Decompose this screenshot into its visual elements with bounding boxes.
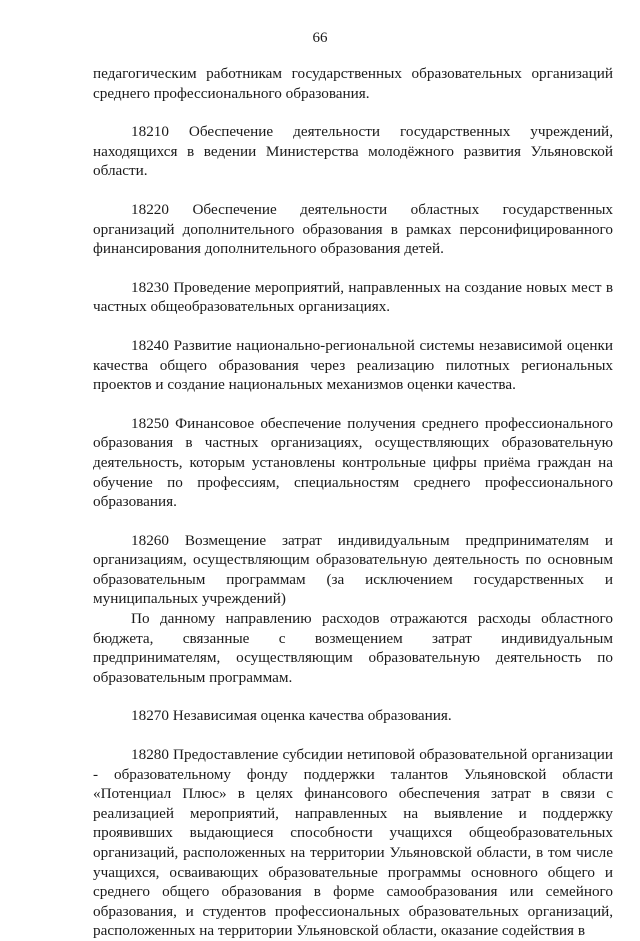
paragraph-18230: 18230 Проведение мероприятий, направленных на создание новых мест в частных общеобразовательных организациях. (93, 278, 613, 316)
paragraph-18220: 18220 Обеспечение деятельности областных государственных организаций дополнительного образования в рамках персонифицированного финансирования дополнительного образования детей. (93, 200, 613, 258)
paragraph-18250: 18250 Финансовое обеспечение получения среднего профессионального образования в частных организациях, осуществляющих образовательную деятельность, которым установлены контрольные цифры приёма граждан на обучение по профессиям, специальностям среднего профессионального образования. (93, 414, 613, 511)
paragraph-18260: 18260 Возмещение затрат индивидуальным предпринимателям и организациям, осуществляющим образовательную деятельность по основным образовательным программам (за исключением государственных и муниципальных учреждений) (93, 531, 613, 608)
paragraph-18270: 18270 Независимая оценка качества образования. (131, 707, 452, 725)
paragraph-18210: 18210 Обеспечение деятельности государственных учреждений, находящихся в ведении Министерства молодёжного развития Ульяновской области. (93, 123, 613, 180)
paragraph-18240: 18240 Развитие национально-региональной системы независимой оценки качества общего образования через реализацию пилотных региональных проектов и создание национальных механизмов оценки качества. (93, 336, 613, 394)
paragraph-18260-note: По данному направлению расходов отражаются расходы областного бюджета, связанные с возмещением затрат индивидуальным предпринимателям, осуществляющим образовательную деятельность по образовательным программам. (93, 610, 613, 686)
paragraph-18280: 18280 Предоставление субсидии нетиповой образовательной организации - образовательному фонду поддержки талантов Ульяновской области «Потенциал Плюс» в целях финансового обеспечения затрат в связи с реализацией мероприятий, направленных на выявление и поддержку проявивших выдающиеся способности учащихся общеобразовательных организаций, расположенных на территории Ульяновской области, в том числе учащихся, осваивающих образовательные программы основного общего и среднего общего образования в форме самообразования или семейного образования, и студентов профессиональных образовательных организаций, расположенных на территории Ульяновской области, оказание содействия в (93, 746, 613, 940)
page-number: 66 (312, 30, 328, 46)
paragraph-continuation: педагогическим работникам государственных образовательных организаций среднего профессионального образования. (93, 65, 613, 102)
document-body (93, 64, 613, 941)
